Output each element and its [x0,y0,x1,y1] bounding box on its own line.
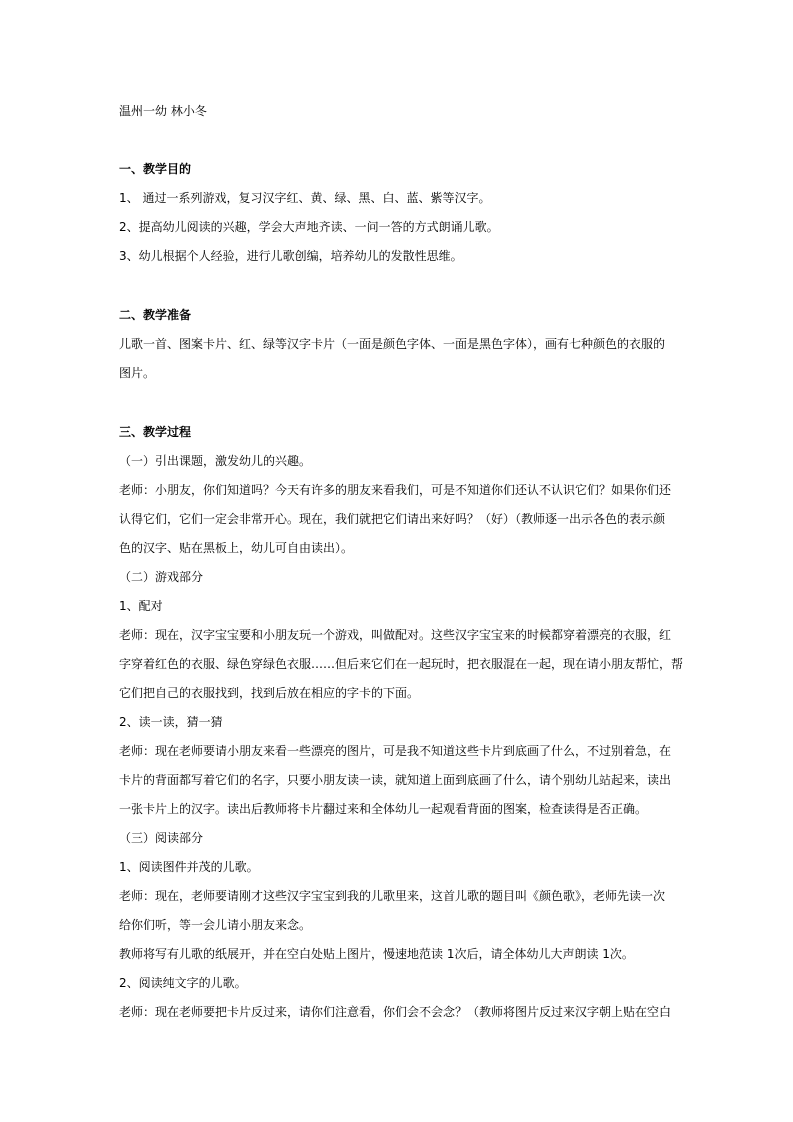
process-line: 1、配对 [119,599,163,613]
process-line: 2、读一读，猜一猜 [119,715,223,729]
goals-item: 1、 通过一系列游戏，复习汉字红、黄、绿、黑、白、蓝、紫等汉字。 [119,191,491,205]
process-line: 2、阅读纯文字的儿歌。 [119,976,247,990]
process-line: 老师：现在老师要把卡片反过来，请你们注意看，你们会不会念？（教师将图片反过来汉字朝上贴在空白 [119,1005,672,1019]
process-line: 卡片的背面都写着它们的名字，只要小朋友读一读，就知道上面到底画了什么，请个别幼儿站起来，读出 [119,773,672,787]
process-line: （二）游戏部分 [119,570,204,584]
process-line: 教师将写有儿歌的纸展开，并在空白处贴上图片，慢速地范读 1次后，请全体幼儿大声朗读 1次。 [119,947,634,961]
process-heading: 三、教学过程 [119,425,192,439]
goals-item: 3、幼儿根据个人经验，进行儿歌创编，培养幼儿的发散性思维。 [119,249,463,263]
prep-line: 图片。 [119,366,156,380]
process-line: 老师：小朋友，你们知道吗？今天有许多的朋友来看我们，可是不知道你们还认不认识它们？如果你们还 [119,483,672,497]
prep-line: 儿歌一首、图案卡片、红、绿等汉字卡片（一面是颜色字体、一面是黑色字体），画有七种颜色的衣服的 [119,337,666,351]
goals-heading: 一、教学目的 [119,162,192,176]
process-line: 老师：现在老师要请小朋友来看一些漂亮的图片，可是我不知道这些卡片到底画了什么，不过别着急，在 [119,744,672,758]
process-line: （三）阅读部分 [119,831,204,845]
goals-item: 2、提高幼儿阅读的兴趣，学会大声地齐读、一问一答的方式朗诵儿歌。 [119,220,499,234]
author-line: 温州一幼 林小冬 [119,104,207,118]
process-line: （一）引出课题，激发幼儿的兴趣。 [119,454,312,468]
process-line: 它们把自己的衣服找到，找到后放在相应的字卡的下面。 [119,686,420,700]
process-line: 认得它们，它们一定会非常开心。现在，我们就把它们请出来好吗？（好）（教师逐一出示各色的表示颜 [119,512,666,526]
process-line: 一张卡片上的汉字。读出后教师将卡片翻过来和全体幼儿一起观看背面的图案，检查读得是否正确。 [119,802,648,816]
process-line: 1、阅读图件并茂的儿歌。 [119,860,259,874]
process-line: 老师：现在，老师要请刚才这些汉字宝宝到我的儿歌里来，这首儿歌的题目叫《颜色歌》，老师先读一次 [119,889,666,903]
process-line: 字穿着红色的衣服、绿色穿绿色衣服……但后来它们在一起玩时，把衣服混在一起，现在请小朋友帮忙，帮 [119,657,684,671]
process-line: 给你们听，等一会儿请小朋友来念。 [119,918,312,932]
process-line: 色的汉字、贴在黑板上，幼儿可自由读出）。 [119,541,354,555]
prep-heading: 二、教学准备 [119,308,192,322]
process-line: 老师：现在，汉字宝宝要和小朋友玩一个游戏，叫做配对。这些汉字宝宝来的时候都穿着漂亮的衣服，红 [119,628,672,642]
